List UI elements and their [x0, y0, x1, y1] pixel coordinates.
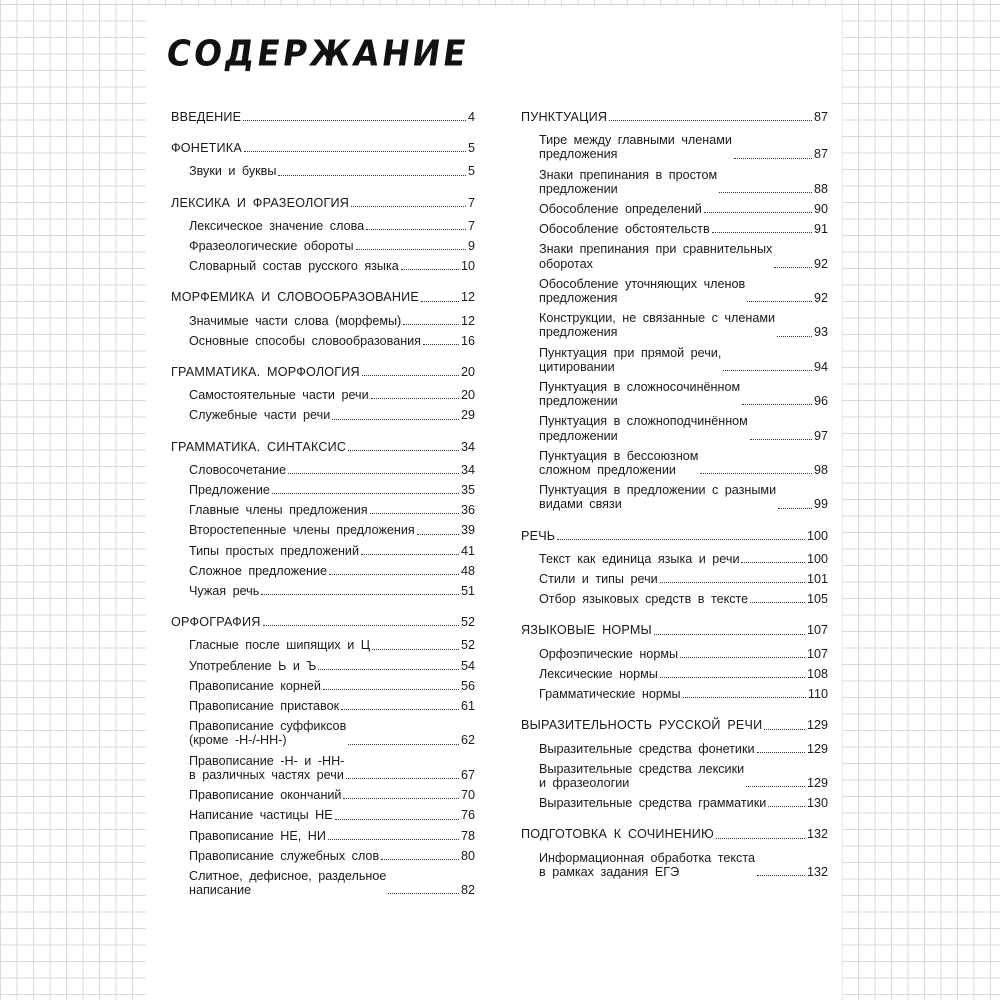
dot-leader	[750, 439, 812, 440]
toc-page-number: 132	[806, 864, 828, 879]
toc-entry-title: Правописание НЕ, НИ	[189, 828, 326, 843]
dot-leader	[341, 709, 459, 710]
toc-entry-title: Стили и типы речи	[539, 572, 658, 587]
toc-page-number: 76	[460, 808, 475, 823]
toc-section	[171, 612, 475, 900]
toc-entry-title: Чужая речь	[189, 584, 260, 599]
dot-leader	[388, 893, 459, 894]
dot-leader	[318, 669, 459, 670]
dot-leader	[654, 634, 805, 635]
dot-leader	[348, 744, 459, 745]
toc-page-number: 62	[460, 733, 475, 748]
toc-subentry[interactable]	[171, 785, 475, 805]
toc-subentry[interactable]	[521, 199, 828, 219]
toc-entry-title: ГРАММАТИКА. СИНТАКСИС	[171, 439, 347, 454]
toc-page-number: 78	[460, 828, 475, 843]
dot-leader	[356, 249, 466, 250]
dot-leader	[417, 534, 459, 535]
toc-entry-title: Фразеологические обороты	[189, 239, 354, 254]
dot-leader	[683, 697, 806, 698]
dot-leader	[366, 229, 466, 230]
toc-subentry[interactable]	[521, 446, 828, 480]
toc-subentry[interactable]	[171, 561, 475, 581]
toc-entry-title: Правописание окончаний	[189, 788, 342, 803]
dot-leader	[401, 269, 459, 270]
toc-subentry[interactable]	[521, 793, 828, 813]
toc-entry-title: Тире между главными членами предложения	[539, 133, 732, 162]
toc-page-number: 34	[460, 439, 475, 454]
toc-subentry[interactable]	[171, 866, 475, 900]
toc-page-number: 41	[460, 543, 475, 558]
toc-entry-title: Текст как единица языка и речи	[539, 551, 740, 566]
toc-subentry[interactable]	[521, 343, 828, 377]
dot-leader	[329, 574, 459, 575]
toc-page-number: 108	[806, 666, 828, 681]
toc-page-number: 87	[813, 147, 828, 162]
toc-chapter-entry[interactable]	[521, 824, 828, 844]
toc-subentry[interactable]	[521, 239, 828, 273]
dot-leader	[723, 370, 812, 371]
toc-page-number: 51	[460, 584, 475, 599]
toc-entry-title: МОРФЕМИКА И СЛОВООБРАЗОВАНИЕ	[171, 290, 420, 305]
toc-section	[171, 287, 475, 351]
toc-page-number: 10	[460, 259, 475, 274]
toc-entry-title: Самостоятельные части речи	[189, 388, 369, 403]
dot-leader	[734, 158, 812, 159]
toc-entry-title: РЕЧЬ	[521, 528, 556, 543]
toc-section	[521, 620, 828, 704]
toc-chapter-entry[interactable]	[171, 612, 475, 632]
toc-page-number: 96	[813, 394, 828, 409]
toc-page-number: 54	[460, 658, 475, 673]
toc-page-number: 92	[813, 256, 828, 271]
toc-subentry[interactable]	[521, 759, 828, 793]
dot-leader	[777, 336, 812, 337]
toc-page-number: 20	[460, 388, 475, 403]
toc-entry-title: ВВЕДЕНИЕ	[171, 110, 242, 124]
toc-entry-title: Лексическое значение слова	[189, 218, 365, 233]
page-title: СОДЕРЖАНИЕ	[163, 32, 472, 75]
dot-leader	[746, 786, 805, 787]
dot-leader	[335, 819, 459, 820]
toc-chapter-entry[interactable]	[171, 107, 475, 127]
toc-entry-title: ФОНЕТИКА	[171, 141, 242, 156]
toc-page-number: 129	[806, 718, 828, 733]
toc-section	[521, 107, 828, 515]
toc-subentry[interactable]	[171, 635, 475, 655]
dot-leader	[343, 798, 459, 799]
toc-subentry[interactable]	[171, 405, 475, 425]
dot-leader	[328, 839, 459, 840]
toc-entry-title: ГРАММАТИКА. МОРФОЛОГИЯ	[171, 365, 360, 380]
toc-entry-title: Служебные части речи	[189, 408, 331, 423]
toc-entry-title: Правописание приставок	[189, 699, 340, 714]
toc-entry-title: Сложное предложение	[189, 563, 328, 578]
toc-entry-title: Лексические нормы	[539, 666, 658, 681]
dot-leader	[323, 689, 459, 690]
toc-subentry[interactable]	[171, 520, 475, 540]
dot-leader	[371, 398, 459, 399]
toc-page-number: 7	[467, 195, 475, 210]
toc-subentry[interactable]	[171, 500, 475, 520]
toc-entry-title: Основные способы словообразования	[189, 333, 422, 348]
toc-section	[171, 362, 475, 426]
toc-chapter-entry[interactable]	[521, 107, 828, 127]
toc-page-number: 20	[460, 365, 475, 380]
toc-page-number: 93	[813, 325, 828, 340]
toc-page-number: 80	[460, 848, 475, 863]
toc-subentry[interactable]	[521, 848, 828, 882]
toc-section	[521, 715, 828, 813]
toc-chapter-entry[interactable]	[171, 437, 475, 457]
dot-leader	[381, 859, 459, 860]
toc-page-number: 100	[806, 551, 828, 566]
toc-entry-title: ЛЕКСИКА И ФРАЗЕОЛОГИЯ	[171, 195, 350, 210]
toc-subentry[interactable]	[521, 664, 828, 684]
toc-page-number: 90	[813, 202, 828, 217]
toc-page-number: 107	[806, 646, 828, 661]
toc-entry-title: Пунктуация в бессоюзном сложном предложении	[539, 448, 699, 478]
toc-entry-title: Второстепенные члены предложения	[189, 523, 415, 538]
toc-subentry[interactable]	[171, 751, 475, 785]
toc-entry-title: Пунктуация в сложноподчинённом предложении	[539, 414, 748, 443]
toc-page-number: 101	[806, 572, 828, 587]
dot-leader	[716, 838, 805, 839]
dot-leader	[348, 450, 459, 451]
toc-page-number: 12	[460, 290, 475, 305]
dot-leader	[288, 473, 459, 474]
toc-subentry[interactable]	[521, 219, 828, 239]
dot-leader	[361, 554, 459, 555]
toc-entry-title: Типы простых предложений	[189, 543, 359, 558]
toc-page-number: 9	[467, 239, 475, 254]
toc-page-number: 110	[807, 687, 828, 702]
toc-subentry[interactable]	[171, 716, 475, 750]
toc-entry-title: Конструкции, не связанные с членами предложения	[539, 311, 776, 340]
dot-leader	[757, 752, 805, 753]
toc-entry-title: Правописание корней	[189, 678, 321, 693]
toc-subentry[interactable]	[521, 644, 828, 664]
toc-subentry[interactable]	[171, 696, 475, 716]
toc-page-number: 88	[813, 181, 828, 196]
toc-entry-title: Грамматические нормы	[539, 687, 681, 702]
dot-leader	[774, 267, 812, 268]
toc-page-number: 129	[806, 741, 828, 756]
toc-entry-title: ЯЗЫКОВЫЕ НОРМЫ	[521, 623, 652, 638]
dot-leader	[421, 301, 459, 302]
dot-leader	[742, 404, 812, 405]
toc-subentry[interactable]	[171, 311, 475, 331]
toc-entry-title: ПУНКТУАЦИЯ	[521, 110, 608, 124]
dot-leader	[403, 324, 459, 325]
toc-entry-title: Слитное, дефисное, раздельное написание	[189, 868, 387, 898]
toc-entry-title: Гласные после шипящих и Ц	[189, 638, 371, 653]
toc-page-number: 52	[460, 638, 475, 653]
dot-leader	[261, 594, 459, 595]
toc-page-number: 56	[460, 678, 475, 693]
toc-subentry[interactable]	[521, 308, 828, 342]
toc-section	[521, 824, 828, 882]
dot-leader	[278, 175, 466, 176]
toc-page-number: 7	[467, 218, 475, 233]
toc-section	[171, 138, 475, 181]
toc-subentry[interactable]	[171, 581, 475, 601]
toc-chapter-entry[interactable]	[171, 362, 475, 382]
toc-subentry[interactable]	[521, 377, 828, 411]
toc-subentry[interactable]	[171, 236, 475, 256]
toc-subentry[interactable]	[521, 274, 828, 308]
toc-page-number: 4	[467, 110, 475, 124]
toc-entry-title: Пунктуация в сложносочинённом предложении	[539, 380, 741, 409]
dot-leader	[660, 582, 805, 583]
toc-page-number: 35	[460, 483, 475, 498]
dot-leader	[557, 539, 805, 540]
toc-subentry[interactable]	[171, 541, 475, 561]
toc-page-number: 91	[813, 222, 828, 237]
dot-leader	[372, 649, 459, 650]
toc-entry-title: Орфоэпические нормы	[539, 646, 679, 661]
toc-subentry[interactable]	[171, 826, 475, 846]
toc-chapter-entry[interactable]	[521, 526, 828, 546]
toc-page-number: 52	[460, 615, 475, 630]
toc-page-number: 99	[813, 497, 828, 512]
toc-chapter-entry[interactable]	[171, 193, 475, 213]
toc-subentry[interactable]	[171, 676, 475, 696]
dot-leader	[346, 778, 459, 779]
toc-page-number: 82	[460, 883, 475, 898]
toc-page-number: 48	[460, 563, 475, 578]
toc-page-number: 107	[806, 623, 828, 638]
toc-entry-title: Пунктуация в предложении с разными видами связи	[539, 483, 777, 512]
dot-leader	[719, 192, 812, 193]
toc-subentry[interactable]	[171, 256, 475, 276]
toc-subentry[interactable]	[171, 480, 475, 500]
toc-entry-title: Правописание -Н- и -НН- в различных частях речи	[189, 753, 345, 782]
toc-page-number: 12	[460, 313, 475, 328]
toc-subentry[interactable]	[171, 805, 475, 825]
dot-leader	[370, 513, 459, 514]
toc-section	[171, 193, 475, 277]
toc-subentry[interactable]	[171, 656, 475, 676]
toc-subentry[interactable]	[171, 460, 475, 480]
toc-entry-title: Предложение	[189, 483, 270, 498]
toc-subentry[interactable]	[521, 165, 828, 199]
toc-page-number: 100	[806, 528, 828, 543]
toc-subentry[interactable]	[171, 846, 475, 866]
dot-leader	[243, 120, 466, 121]
dot-leader	[680, 657, 805, 658]
dot-leader	[332, 419, 459, 420]
toc-entry-title: Информационная обработка текста в рамках задания ЕГЭ	[539, 850, 755, 879]
toc-subentry[interactable]	[521, 684, 828, 704]
toc-page-number: 34	[460, 462, 475, 477]
dot-leader	[764, 729, 805, 730]
toc-section	[171, 107, 475, 127]
dot-leader	[272, 493, 459, 494]
toc-entry-title: Написание частицы НЕ	[189, 808, 333, 823]
toc-section	[171, 437, 475, 602]
dot-leader	[741, 562, 805, 563]
toc-page-number: 129	[806, 775, 828, 790]
dot-leader	[704, 212, 812, 213]
toc-entry-title: Словарный состав русского языка	[189, 259, 399, 274]
dot-leader	[778, 508, 812, 509]
dot-leader	[768, 806, 805, 807]
toc-entry-title: Выразительные средства лексики и фразеологии	[539, 761, 745, 790]
toc-subentry[interactable]	[171, 331, 475, 351]
toc-subentry[interactable]	[171, 385, 475, 405]
toc-subentry[interactable]	[521, 739, 828, 759]
toc-page-number: 29	[460, 408, 475, 423]
toc-entry-title: ВЫРАЗИТЕЛЬНОСТЬ РУССКОЙ РЕЧИ	[521, 718, 763, 733]
dot-leader	[609, 120, 812, 121]
toc-entry-title: Правописание служебных слов	[189, 848, 380, 863]
dot-leader	[362, 375, 459, 376]
dot-leader	[747, 301, 812, 302]
toc-page-number: 5	[467, 164, 475, 179]
toc-page-number: 61	[460, 699, 475, 714]
toc-subentry[interactable]	[521, 411, 828, 445]
toc-page-number: 132	[806, 827, 828, 842]
toc-entry-title: Словосочетание	[189, 462, 287, 477]
toc-page-number: 105	[806, 592, 828, 607]
toc-page-number: 67	[460, 767, 475, 782]
toc-page-number: 130	[806, 796, 828, 811]
toc-column-right	[521, 107, 828, 893]
toc-subentry[interactable]	[521, 569, 828, 589]
toc-page-number: 5	[467, 141, 475, 156]
dot-leader	[660, 677, 805, 678]
toc-page-number: 97	[813, 428, 828, 443]
toc-subentry[interactable]	[171, 216, 475, 236]
dot-leader	[750, 602, 805, 603]
toc-subentry[interactable]	[521, 130, 828, 164]
toc-page-number: 92	[813, 291, 828, 306]
toc-page-number: 39	[460, 523, 475, 538]
toc-entry-title: Значимые части слова (морфемы)	[189, 313, 402, 328]
toc-chapter-entry[interactable]	[521, 715, 828, 735]
toc-section	[521, 526, 828, 610]
toc-subentry[interactable]	[521, 589, 828, 609]
toc-entry-title: Выразительные средства фонетики	[539, 741, 755, 756]
dot-leader	[700, 473, 812, 474]
dot-leader	[423, 344, 459, 345]
toc-page-number: 70	[460, 788, 475, 803]
toc-entry-title: ПОДГОТОВКА К СОЧИНЕНИЮ	[521, 827, 714, 842]
toc-entry-title: Отбор языковых средств в тексте	[539, 592, 749, 607]
toc-entry-title: Употребление Ь и Ъ	[189, 658, 317, 673]
toc-entry-title: ОРФОГРАФИЯ	[171, 615, 261, 630]
dot-leader	[712, 232, 812, 233]
toc-subentry[interactable]	[521, 549, 828, 569]
toc-entry-title: Обособление обстоятельств	[539, 222, 710, 237]
toc-entry-title: Звуки и буквы	[189, 164, 277, 179]
toc-entry-title: Обособление определений	[539, 202, 702, 217]
toc-page-number: 94	[813, 359, 828, 374]
toc-subentry[interactable]	[171, 161, 475, 181]
toc-entry-title: Пунктуация при прямой речи, цитировании	[539, 345, 722, 374]
toc-chapter-entry[interactable]	[171, 287, 475, 307]
toc-entry-title: Знаки препинания в простом предложении	[539, 167, 718, 196]
toc-page-number: 87	[813, 110, 828, 124]
toc-entry-title: Обособление уточняющих членов предложения	[539, 276, 746, 306]
toc-page-number: 16	[460, 333, 475, 348]
toc-page-number: 98	[813, 463, 828, 478]
toc-page-number: 36	[460, 503, 475, 518]
dot-leader	[263, 625, 459, 626]
dot-leader	[757, 875, 805, 876]
toc-chapter-entry[interactable]	[171, 138, 475, 158]
toc-entry-title: Правописание суффиксов (кроме -Н-/-НН-)	[189, 719, 347, 748]
toc-entry-title: Знаки препинания при сравнительных оборотах	[539, 242, 773, 271]
toc-chapter-entry[interactable]	[521, 620, 828, 640]
toc-entry-title: Главные члены предложения	[189, 503, 368, 518]
dot-leader	[244, 151, 466, 152]
dot-leader	[351, 206, 466, 207]
toc-column-left	[171, 107, 475, 911]
toc-entry-title: Выразительные средства грамматики	[539, 796, 767, 811]
toc-subentry[interactable]	[521, 480, 828, 514]
